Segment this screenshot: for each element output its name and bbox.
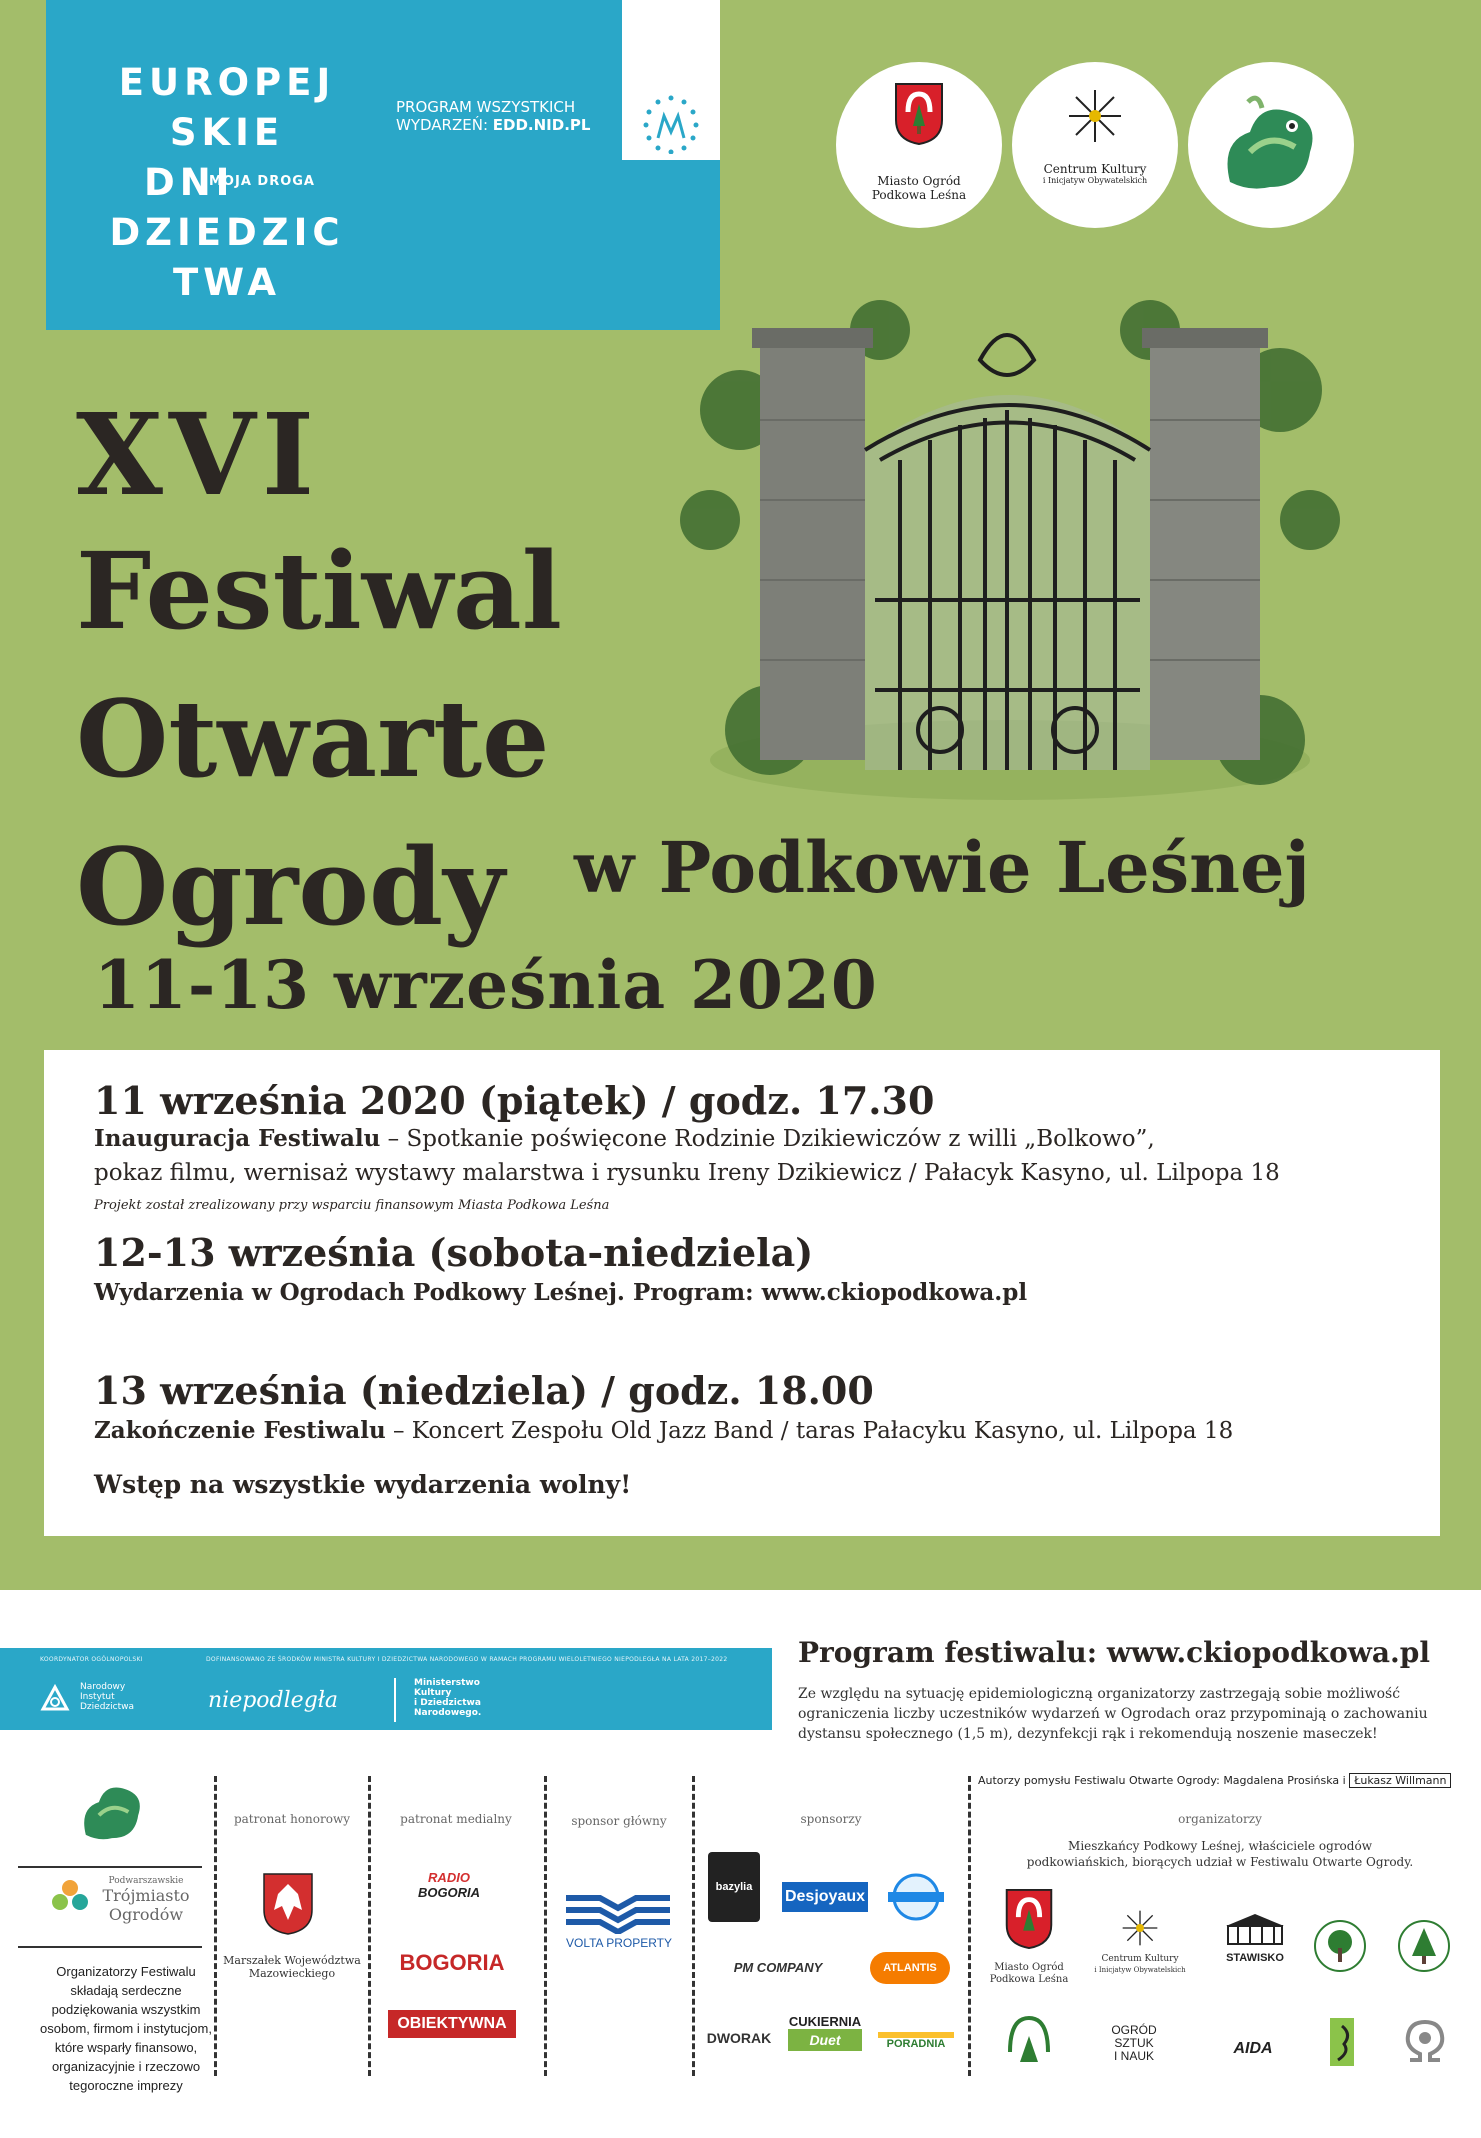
- stawisko-building-icon: [1222, 1912, 1288, 1952]
- organizatorzy-label: organizatorzy: [1178, 1812, 1262, 1826]
- patronat-medialny-label: patronat medialny: [400, 1812, 512, 1826]
- event1-note: Projekt został zrealizowany przy wsparciu finansowym Miasta Podkowa Leśna: [94, 1198, 610, 1213]
- program-box: [44, 1050, 1440, 1536]
- nid-triangle-icon: [40, 1684, 70, 1714]
- ogrod-word-1: OGRÓD: [1111, 2023, 1157, 2037]
- event2-desc: Wydarzenia w Ogrodach Podkowy Leśnej. Program: www.ckiopodkowa.pl: [94, 1279, 1028, 1306]
- separator: [968, 1776, 971, 2076]
- event1-desc1: – Spotkanie poświęcone Rodzinie Dzikiewiczów z willi „Bolkowo”,: [380, 1126, 1155, 1152]
- aida-logo: AIDA: [1233, 2040, 1273, 2057]
- edd-program-prefix: WYDARZEŃ:: [396, 116, 493, 134]
- edd-header: [46, 0, 720, 330]
- bazylia-logo: bazylia: [708, 1852, 760, 1922]
- zwiazek-podkowian-icon: [1004, 2012, 1054, 2072]
- strip-divider: [394, 1678, 396, 1722]
- org-miasto-crest-icon: [1004, 1888, 1054, 1950]
- frog-logo-small-icon: [72, 1776, 152, 1848]
- tree-circle-badge-icon: [1312, 1918, 1368, 1974]
- niepodlegla-logo: niepodległa: [208, 1688, 339, 1713]
- free-entry-text: Wstęp na wszystkie wydarzenia wolny!: [94, 1470, 632, 1499]
- duet-word: Duet: [788, 2029, 862, 2051]
- green-face-logo-icon: [1322, 2014, 1362, 2070]
- event2-line: [94, 1276, 1027, 1310]
- title-otwarte: Otwarte: [76, 676, 550, 801]
- edd-line: TWA: [172, 261, 282, 304]
- nid-name: [80, 1682, 134, 1712]
- org-ck-caption-1: Centrum Kultury: [1101, 1954, 1179, 1964]
- ck-caption-1: Centrum Kultury: [1043, 162, 1147, 176]
- trojmiasto-name-2: Trójmiasto: [102, 1886, 190, 1905]
- nid-name-3: Dziedzictwa: [80, 1702, 134, 1712]
- trojmiasto-flower-icon: [48, 1874, 92, 1918]
- edd-program-info: [396, 98, 590, 134]
- badge-logo-icon: [884, 1872, 948, 1922]
- mkidn-name-1: Ministerstwo: [414, 1678, 480, 1688]
- pm-company-logo: PM COMPANY: [733, 1960, 823, 1975]
- nid-name-2: Instytut: [80, 1692, 115, 1702]
- dworak-logo: DWORAK: [706, 2030, 772, 2046]
- free-entry: [94, 1468, 631, 1502]
- edd-subtitle: MOJA DROGA: [209, 174, 315, 189]
- poradnia-logo: PORADNIA: [878, 2032, 954, 2050]
- ck-star-icon: [1065, 86, 1125, 146]
- event1-line1: [94, 1122, 1155, 1156]
- trojmiasto-name: [96, 1876, 196, 1924]
- trojmiasto-name-1: Podwarszawskie: [108, 1876, 184, 1886]
- authors-prefix: Autorzy pomysłu Festiwalu Otwarte Ogrody: Magdalena Prosińska i: [978, 1774, 1346, 1787]
- mkidn-name: [414, 1678, 481, 1718]
- radio-bogoria-word: BOGORIA: [417, 1885, 481, 1900]
- event3-line: [94, 1414, 1233, 1448]
- atlantis-logo: ATLANTIS: [870, 1952, 950, 1984]
- title-edition: XVI: [76, 390, 321, 521]
- thanks-text: Organizatorzy Festiwalu składają serdeczne podziękowania wszystkim osobom, firmom i instytucjom, które wsparły finansowo, organizacyjnie i rzeczowo tegoroczne imprezy: [40, 1964, 212, 2093]
- edd-program-url[interactable]: EDD.NID.PL: [492, 116, 591, 134]
- mazowsze-crest-icon: [262, 1872, 314, 1936]
- sponsorzy-label: sponsorzy: [800, 1812, 862, 1826]
- event1-title: Inauguracja Festiwalu: [94, 1125, 381, 1152]
- covid-notice: Ze względu na sytuację epidemiologiczną organizatorzy zastrzegają sobie możliwość ograniczenia liczby uczestników wydarzeń w Ogrodach oraz przypominają o zachowaniu dystansu społecznego (1,5 m), dezynfekcji rąk i rekomendują noszenie maseczek!: [798, 1686, 1428, 1742]
- trojmiasto-name-3: Ogrodów: [108, 1905, 184, 1924]
- authors-box: Łukasz Willmann: [1349, 1773, 1451, 1788]
- event1-line2: pokaz filmu, wernisaż wystawy malarstwa i rysunku Ireny Dzikiewicz / Pałacyk Kasyno, ul. Lilpopa 18: [94, 1160, 1280, 1186]
- mkidn-name-2: Kultury: [414, 1688, 452, 1698]
- festival-frog-logo: [1188, 62, 1354, 228]
- miasto-crest-icon: [894, 82, 944, 146]
- separator: [544, 1776, 547, 2076]
- cukiernia-word: CUKIERNIA: [788, 2014, 862, 2029]
- edd-line: SKIE: [169, 111, 285, 154]
- koordynator-label: KOORDYNATOR OGÓLNOPOLSKI: [40, 1656, 143, 1663]
- green-frog-icon: [1210, 92, 1330, 202]
- left-rule: [18, 1946, 202, 1948]
- sponsor-strip: [0, 1648, 772, 1730]
- org-miasto-caption-1: Miasto Ogród: [994, 1962, 1064, 1973]
- event3-desc: – Koncert Zespołu Old Jazz Band / taras Pałacyku Kasyno, ul. Lilpopa 18: [385, 1418, 1234, 1444]
- separator: [368, 1776, 371, 2076]
- event2-heading: 12-13 września (sobota-niedziela): [94, 1230, 814, 1275]
- event3-title: Zakończenie Festiwalu: [94, 1417, 386, 1444]
- sponsor-glowny-label: sponsor główny: [571, 1814, 667, 1828]
- miasto-caption-2: Podkowa Leśna: [871, 188, 967, 202]
- edd-program-line2: [396, 116, 590, 134]
- edd-emblem-tab: [622, 0, 720, 160]
- radio-bogoria-logo: [414, 1870, 484, 1900]
- volta-wave-icon: [566, 1894, 670, 1934]
- org-miasto-caption-2: Podkowa Leśna: [989, 1974, 1069, 1985]
- mkidn-name-4: Narodowego.: [414, 1708, 482, 1718]
- centrum-kultury-logo: [1012, 62, 1178, 228]
- pine-circle-badge-icon: [1396, 1918, 1452, 1974]
- edd-line: EUROPEJ: [118, 61, 336, 104]
- eu-stars-emblem-icon: [636, 92, 706, 154]
- org-ck-star-icon: [1120, 1908, 1160, 1948]
- marszalek-caption: Marszałek Województwa Mazowieckiego: [223, 1954, 361, 1980]
- miasto-podkowa-logo: [836, 62, 1002, 228]
- volta-property-name: VOLTA PROPERTY: [565, 1936, 673, 1950]
- mkidn-name-3: i Dziedzictwa: [414, 1698, 481, 1708]
- bogoria-logo: BOGORIA: [399, 1950, 505, 1975]
- miasto-caption-1: Miasto Ogród: [877, 174, 961, 188]
- ck-caption-2: i Inicjatyw Obywatelskich: [1042, 176, 1148, 185]
- edd-program-line1: PROGRAM WSZYSTKICH: [396, 98, 576, 116]
- title-ogrody: Ogrody: [76, 824, 505, 949]
- desjoyaux-logo: Desjoyaux: [782, 1882, 868, 1912]
- edd-line: DZIEDZIC: [109, 211, 345, 254]
- title-festiwal: Festiwal: [76, 528, 563, 653]
- left-rule: [18, 1866, 202, 1868]
- event3-heading: 13 września (niedziela) / godz. 18.00: [94, 1368, 874, 1413]
- ogrod-sztuk-logo: [1086, 2024, 1182, 2063]
- obiektywna-logo: OBIEKTYWNA: [388, 2010, 516, 2038]
- edd-line: DNI: [144, 161, 235, 204]
- residents-text: Mieszkańcy Podkowy Leśnej, właściciele ogrodów podkowiańskich, biorących udział w Festiwalu Otwarte Ogrody.: [1026, 1839, 1414, 1869]
- dofinansowano-label: DOFINANSOWANO ZE ŚRODKÓW MINISTRA KULTURY I DZIEDZICTWA NARODOWEGO W RAMACH PROGRAMU WIELOLETNIEGO NIEPODLEGŁA NA LATA 2017–2022: [206, 1656, 728, 1663]
- org-ck-caption: [1090, 1954, 1190, 1976]
- omega-logo-icon: [1400, 2016, 1450, 2066]
- event1-heading: 11 września 2020 (piątek) / godz. 17.30: [94, 1078, 935, 1123]
- patronat-honorowy-label: patronat honorowy: [233, 1812, 351, 1826]
- garden-gate-illustration: [680, 300, 1340, 800]
- org-miasto-caption: [978, 1962, 1080, 1986]
- cukiernia-duet-logo: [788, 2014, 862, 2051]
- title-location: w Podkowie Leśnej: [574, 826, 1310, 909]
- ogrod-word-3: I NAUK: [1113, 2049, 1154, 2063]
- authors-line: [978, 1774, 1451, 1787]
- nid-name-1: Narodowy: [80, 1682, 126, 1692]
- radio-word: RADIO: [428, 1870, 470, 1885]
- program-footer-heading: Program festiwalu: www.ckiopodkowa.pl: [798, 1636, 1430, 1669]
- separator: [692, 1776, 695, 2076]
- org-ck-caption-2: i Inicjatyw Obywatelskich: [1094, 1966, 1186, 1974]
- stawisko-name: STAWISKO: [1226, 1952, 1284, 1964]
- title-dates: 11-13 września 2020: [94, 946, 878, 1024]
- ogrod-word-2: SZTUK: [1114, 2036, 1154, 2050]
